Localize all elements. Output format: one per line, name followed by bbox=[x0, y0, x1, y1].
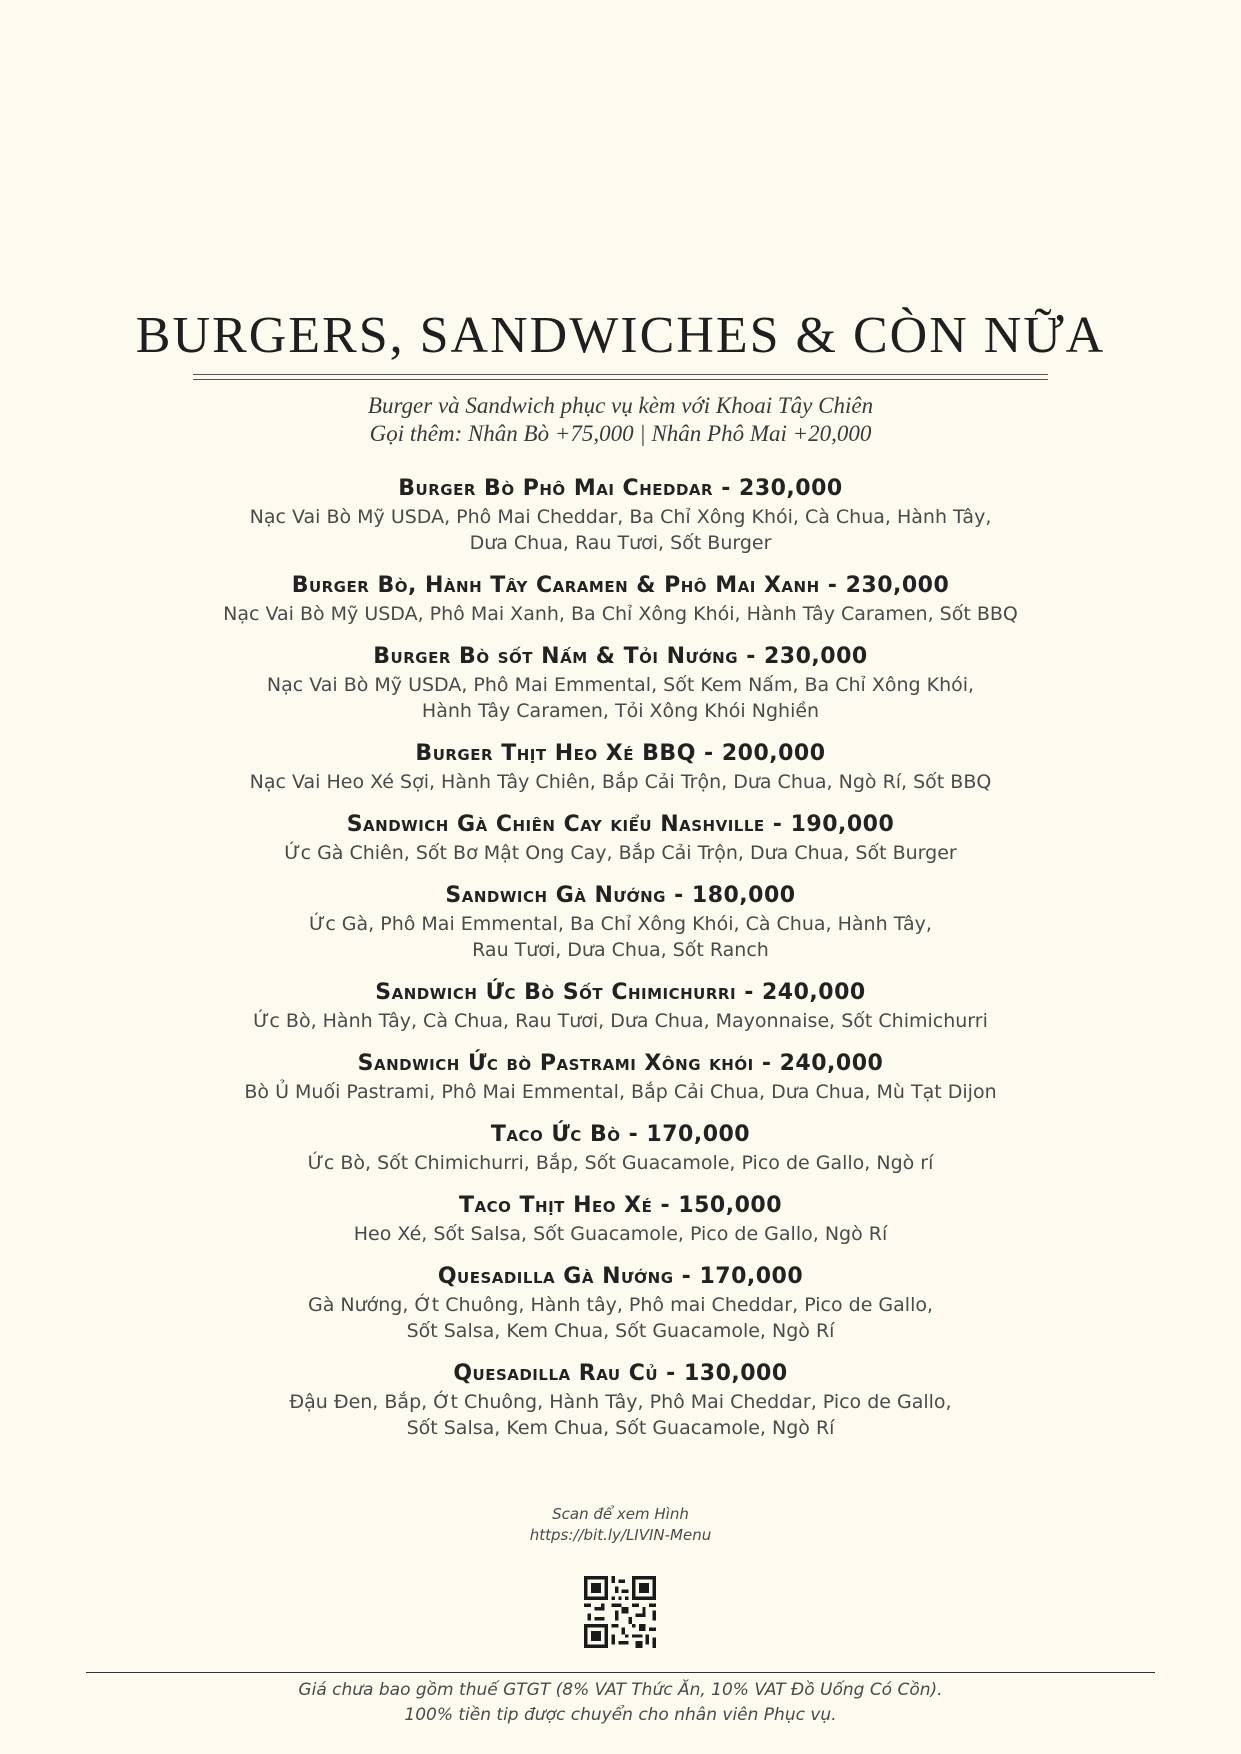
menu-item-name: Sandwich Ức Bò Sốt Chimichurri - 240,000 bbox=[375, 980, 866, 1005]
footer-tip-note: 100% tiền tip được chuyển cho nhân viên Phục vụ. bbox=[404, 1705, 837, 1725]
menu-item bbox=[0, 1120, 1241, 1176]
menu-item bbox=[0, 474, 1241, 556]
footer-tax-note: Giá chưa bao gồm thuế GTGT (8% VAT Thức Ăn, 10% VAT Đồ Uống Có Cồn). bbox=[298, 1680, 943, 1700]
menu-item bbox=[0, 739, 1241, 795]
menu-item bbox=[0, 1049, 1241, 1105]
menu-item-description: Ức Bò, Hành Tây, Cà Chua, Rau Tươi, Dưa Chua, Mayonnaise, Sốt Chimichurri bbox=[253, 1010, 988, 1032]
menu-item-description: Nạc Vai Bò Mỹ USDA, Phô Mai Xanh, Ba Chỉ Xông Khói, Hành Tây Caramen, Sốt BBQ bbox=[223, 603, 1018, 625]
menu-item-description: Đậu Đen, Bắp, Ớt Chuông, Hành Tây, Phô Mai Cheddar, Pico de Gallo, Sốt Salsa, Kem Chua, Sốt Guacamole, Ngò Rí bbox=[289, 1391, 952, 1439]
menu-item-name: Sandwich Gà Nướng - 180,000 bbox=[445, 883, 796, 908]
menu-list bbox=[0, 474, 1241, 1456]
menu-item-description: Nạc Vai Bò Mỹ USDA, Phô Mai Cheddar, Ba Chỉ Xông Khói, Cà Chua, Hành Tây, Dưa Chua, Rau Tươi, Sốt Burger bbox=[249, 506, 992, 554]
menu-item bbox=[0, 881, 1241, 963]
menu-item-name: Taco Thịt Heo Xé - 150,000 bbox=[459, 1193, 782, 1218]
scan-note bbox=[0, 1504, 1241, 1546]
menu-item-name: Burger Bò, Hành Tây Caramen & Phô Mai Xanh - 230,000 bbox=[291, 573, 950, 598]
menu-item-description: Ức Gà Chiên, Sốt Bơ Mật Ong Cay, Bắp Cải Trộn, Dưa Chua, Sốt Burger bbox=[284, 842, 957, 864]
qr-code-icon[interactable] bbox=[584, 1576, 656, 1648]
menu-subtitle bbox=[0, 392, 1241, 448]
menu-item-description: Ức Bò, Sốt Chimichurri, Bắp, Sốt Guacamole, Pico de Gallo, Ngò rí bbox=[307, 1152, 934, 1174]
footer-divider bbox=[86, 1672, 1155, 1673]
menu-item-description: Ức Gà, Phô Mai Emmental, Ba Chỉ Xông Khói, Cà Chua, Hành Tây, Rau Tươi, Dưa Chua, Sốt Ranch bbox=[309, 913, 932, 961]
subtitle-line-1: Burger và Sandwich phục vụ kèm với Khoai Tây Chiên bbox=[367, 393, 874, 418]
menu-item-name: Quesadilla Gà Nướng - 170,000 bbox=[437, 1264, 804, 1289]
menu-item-name: Burger Bò Phô Mai Cheddar - 230,000 bbox=[398, 476, 843, 501]
menu-item bbox=[0, 1262, 1241, 1344]
footer-note bbox=[0, 1678, 1241, 1728]
menu-item bbox=[0, 978, 1241, 1034]
page-title: BURGERS, SANDWICHES & CÒN NỮA bbox=[135, 307, 1106, 364]
menu-item bbox=[0, 1359, 1241, 1441]
menu-item-name: Burger Thịt Heo Xé BBQ - 200,000 bbox=[415, 741, 826, 766]
menu-item-description: Nạc Vai Heo Xé Sợi, Hành Tây Chiên, Bắp Cải Trộn, Dưa Chua, Ngò Rí, Sốt BBQ bbox=[249, 771, 992, 793]
menu-item-description: Gà Nướng, Ớt Chuông, Hành tây, Phô mai Cheddar, Pico de Gallo, Sốt Salsa, Kem Chua, Sốt Guacamole, Ngò Rí bbox=[307, 1294, 934, 1342]
menu-item-description: Bò Ủ Muối Pastrami, Phô Mai Emmental, Bắp Cải Chua, Dưa Chua, Mù Tạt Dijon bbox=[244, 1081, 997, 1103]
menu-item-name: Taco Ức Bò - 170,000 bbox=[490, 1122, 751, 1147]
menu-item-name: Sandwich Gà Chiên Cay kiểu Nashville - 190,000 bbox=[346, 812, 895, 837]
menu-item bbox=[0, 642, 1241, 724]
subtitle-line-2: Gọi thêm: Nhân Bò +75,000 | Nhân Phô Mai +20,000 bbox=[369, 421, 872, 446]
scan-label: Scan để xem Hình bbox=[552, 1505, 689, 1523]
menu-item-name: Burger Bò sốt Nấm & Tỏi Nướng - 230,000 bbox=[373, 644, 868, 669]
menu-item-name: Quesadilla Rau Củ - 130,000 bbox=[453, 1361, 788, 1386]
menu-item bbox=[0, 1191, 1241, 1247]
menu-item-description: Nạc Vai Bò Mỹ USDA, Phô Mai Emmental, Sốt Kem Nấm, Ba Chỉ Xông Khói, Hành Tây Caramen, Tỏi Xông Khói Nghiền bbox=[266, 674, 975, 722]
menu-item bbox=[0, 810, 1241, 866]
menu-item-name: Sandwich Ức bò Pastrami Xông khói - 240,000 bbox=[357, 1051, 884, 1076]
menu-item bbox=[0, 571, 1241, 627]
title-divider bbox=[193, 374, 1048, 380]
menu-item-description: Heo Xé, Sốt Salsa, Sốt Guacamole, Pico de Gallo, Ngò Rí bbox=[353, 1223, 888, 1245]
scan-url-link[interactable]: https://bit.ly/LIVIN-Menu bbox=[529, 1526, 712, 1544]
